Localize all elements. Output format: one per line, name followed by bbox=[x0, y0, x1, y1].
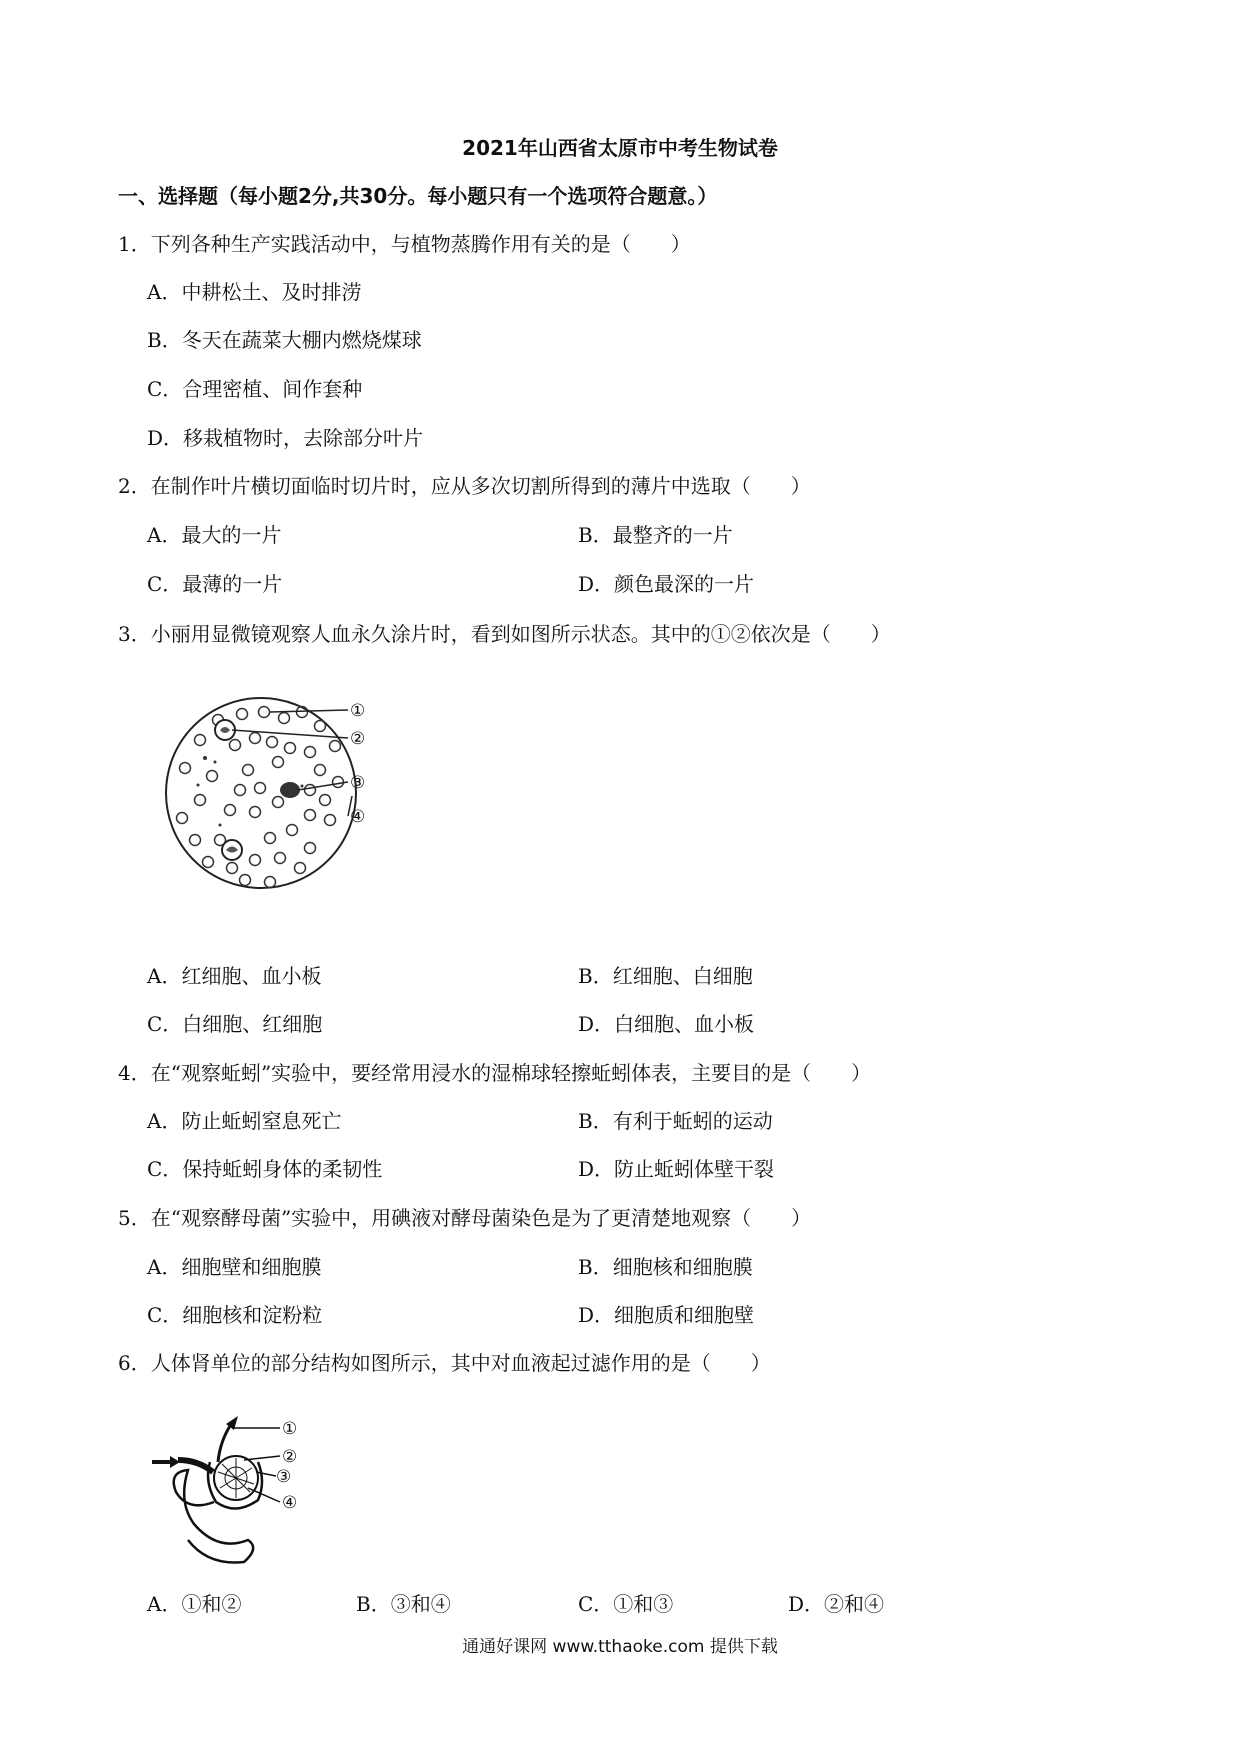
q4-option-a: A．防止蚯蚓窒息死亡 bbox=[147, 1109, 342, 1133]
blood-smear-figure bbox=[160, 690, 410, 900]
q4-option-c: C．保持蚯蚓身体的柔韧性 bbox=[147, 1157, 383, 1181]
section-heading: 一、选择题（每小题2分,共30分。每小题只有一个选项符合题意。） bbox=[118, 184, 718, 208]
q6-option-d: D．②和④ bbox=[788, 1592, 885, 1616]
q1-option-d: D．移栽植物时，去除部分叶片 bbox=[147, 426, 424, 450]
question-3-stem: 3．小丽用显微镜观察人血永久涂片时，看到如图所示状态。其中的①②依次是（ ） bbox=[118, 622, 891, 646]
nephron-figure bbox=[148, 1412, 338, 1572]
q2-option-d: D．颜色最深的一片 bbox=[578, 572, 755, 596]
q6-figure-label-4: ④ bbox=[282, 1493, 298, 1513]
q1-option-a: A．中耕松土、及时排涝 bbox=[147, 280, 362, 304]
page-title: 2021年山西省太原市中考生物试卷 bbox=[462, 136, 778, 160]
q5-option-a: A．细胞壁和细胞膜 bbox=[147, 1255, 322, 1279]
q4-option-b: B．有利于蚯蚓的运动 bbox=[578, 1109, 773, 1133]
page-footer: 通通好课网 www.tthaoke.com 提供下载 bbox=[462, 1637, 778, 1657]
q3-figure-label-4: ④ bbox=[350, 807, 366, 827]
q5-option-c: C．细胞核和淀粉粒 bbox=[147, 1303, 323, 1327]
q2-option-a: A．最大的一片 bbox=[147, 523, 282, 547]
q3-figure-label-2: ② bbox=[350, 729, 366, 749]
q4-option-d: D．防止蚯蚓体壁干裂 bbox=[578, 1157, 775, 1181]
q6-figure-label-2: ② bbox=[282, 1447, 298, 1467]
q3-option-a: A．红细胞、血小板 bbox=[147, 964, 322, 988]
q6-option-a: A．①和② bbox=[147, 1592, 242, 1616]
q3-option-c: C．白细胞、红细胞 bbox=[147, 1012, 323, 1036]
q6-option-c: C．①和③ bbox=[578, 1592, 674, 1616]
q1-option-c: C．合理密植、间作套种 bbox=[147, 377, 363, 401]
q2-option-b: B．最整齐的一片 bbox=[578, 523, 733, 547]
q5-option-b: B．细胞核和细胞膜 bbox=[578, 1255, 753, 1279]
question-6-stem: 6．人体肾单位的部分结构如图所示，其中对血液起过滤作用的是（ ） bbox=[118, 1351, 771, 1375]
q6-figure-label-1: ① bbox=[282, 1419, 298, 1439]
q6-option-b: B．③和④ bbox=[356, 1592, 451, 1616]
q5-option-d: D．细胞质和细胞壁 bbox=[578, 1303, 755, 1327]
question-1-stem: 1．下列各种生产实践活动中，与植物蒸腾作用有关的是（ ） bbox=[118, 232, 691, 256]
q1-option-b: B．冬天在蔬菜大棚内燃烧煤球 bbox=[147, 328, 422, 352]
inflow-arrow bbox=[152, 1456, 180, 1468]
q3-option-b: B．红细胞、白细胞 bbox=[578, 964, 753, 988]
q3-figure-label-1: ① bbox=[350, 701, 366, 721]
q3-option-d: D．白细胞、血小板 bbox=[578, 1012, 755, 1036]
q6-figure-label-3: ③ bbox=[276, 1467, 292, 1487]
q2-option-c: C．最薄的一片 bbox=[147, 572, 283, 596]
question-4-stem: 4．在“观察蚯蚓”实验中，要经常用浸水的湿棉球轻擦蚯蚓体表，主要目的是（ ） bbox=[118, 1061, 872, 1085]
question-5-stem: 5．在“观察酵母菌”实验中，用碘液对酵母菌染色是为了更清楚地观察（ ） bbox=[118, 1206, 812, 1230]
q3-figure-label-3: ③ bbox=[350, 773, 366, 793]
question-2-stem: 2．在制作叶片横切面临时切片时，应从多次切割所得到的薄片中选取（ ） bbox=[118, 474, 811, 498]
